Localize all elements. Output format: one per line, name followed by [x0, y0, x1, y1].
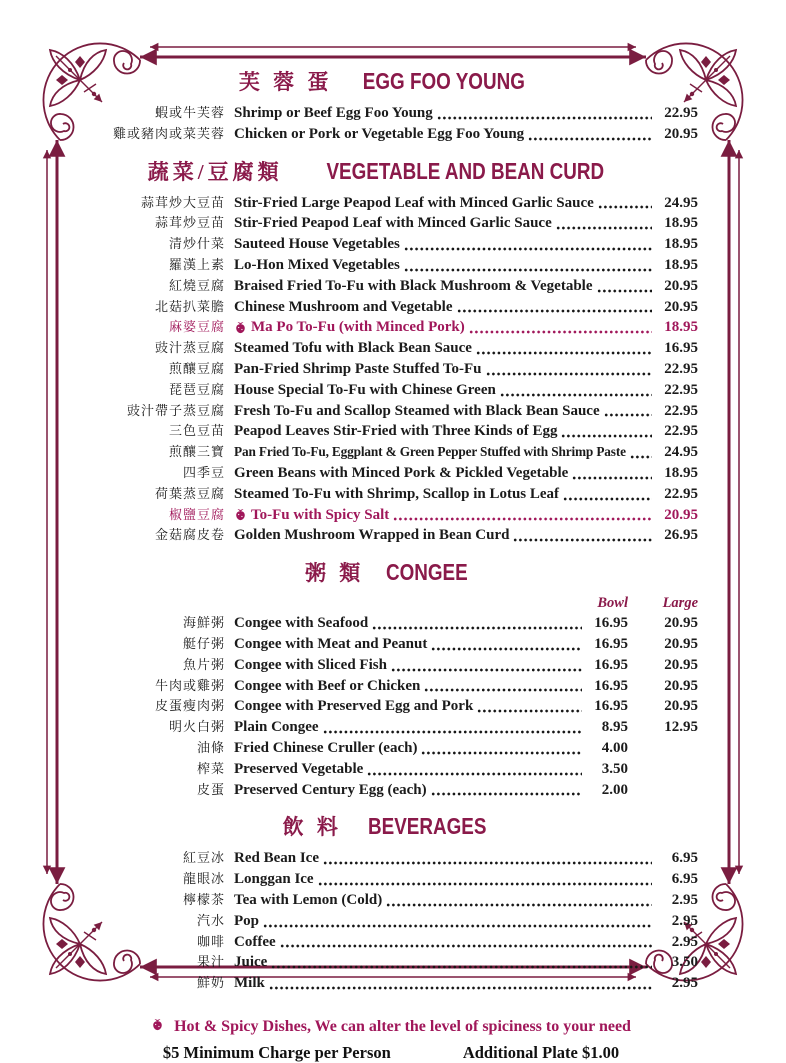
- dot-leader: [431, 646, 582, 652]
- menu-item-english-name: Congee with Meat and Peanut: [234, 635, 428, 652]
- section-items: [84, 848, 698, 994]
- menu-item-price-bowl: 16.95: [594, 677, 628, 694]
- dot-leader: [630, 454, 652, 460]
- menu-item-chinese-name: 龍眼冰: [182, 871, 225, 887]
- menu-item-price-bowl: 16.95: [594, 615, 628, 632]
- menu-item-chinese-name: 金菇腐皮卷: [154, 527, 225, 543]
- menu-item-price-large: 20.95: [664, 635, 698, 652]
- menu-item-row: [84, 297, 698, 318]
- menu-item-row: [84, 738, 698, 759]
- menu-item-chinese-name: 汽水: [196, 912, 225, 928]
- menu-item-chinese-name: 雞或豬肉或菜芙蓉: [112, 125, 225, 141]
- menu-item-row: [84, 973, 698, 994]
- menu-item-price-large: 12.95: [664, 719, 698, 736]
- menu-item-chinese-name: 蒜茸炒豆苗: [154, 215, 225, 231]
- menu-item-english-name: Preserved Century Egg (each): [234, 781, 427, 798]
- menu-item-english-name: Braised Fried To-Fu with Black Mushroom & Vegetable: [234, 277, 593, 294]
- menu-item-row: [84, 869, 698, 890]
- menu-item-english-name: Peapod Leaves Stir-Fried with Three Kinds of Egg: [234, 423, 558, 440]
- menu-item-price-bowl: 16.95: [594, 698, 628, 715]
- menu-item-row: [84, 359, 698, 380]
- dot-leader: [556, 225, 652, 231]
- minimum-charge-text: $5 Minimum Charge per Person: [162, 1042, 391, 1062]
- menu-item-chinese-name: 羅漢上素: [168, 256, 225, 272]
- section-title-chinese: 蔬菜/豆腐類: [147, 159, 283, 184]
- menu-item-chinese-name: 咖啡: [196, 933, 225, 949]
- menu-item-chinese-name: 海鮮粥: [182, 615, 225, 631]
- menu-item-price-large: 20.95: [664, 615, 698, 632]
- menu-item-english-name: Pan Fried To-Fu, Eggplant & Green Pepper Stuffed with Shrimp Paste: [234, 444, 626, 460]
- menu-item-row: [84, 505, 698, 526]
- menu-item-row: [84, 276, 698, 297]
- menu-item-price-large: 20.95: [664, 698, 698, 715]
- dot-leader: [424, 687, 582, 693]
- menu-item-price: 22.95: [664, 485, 698, 502]
- menu-item-chinese-name: 油條: [196, 739, 225, 755]
- menu-item-chinese-name: 牛肉或雞粥: [154, 677, 225, 693]
- menu-item-chinese-name: 果汁: [196, 954, 225, 970]
- menu-item-english-name: House Special To-Fu with Chinese Green: [234, 381, 496, 398]
- menu-item-english-name: Plain Congee: [234, 719, 319, 736]
- dot-leader: [486, 371, 652, 377]
- section-items: [84, 103, 698, 145]
- menu-item-price: 26.95: [664, 527, 698, 544]
- menu-item-price: 2.95: [671, 975, 698, 992]
- menu-item-price: 2.95: [671, 891, 698, 908]
- menu-item-row: [84, 421, 698, 442]
- menu-item-chinese-name: 琵琶豆腐: [168, 381, 225, 397]
- menu-item-price-large: 20.95: [664, 656, 698, 673]
- menu-item-row: [84, 696, 698, 717]
- menu-item-english-name: Milk: [234, 975, 265, 992]
- section-title: [84, 557, 698, 587]
- menu-item-price: 22.95: [664, 381, 698, 398]
- menu-item-row: [84, 317, 698, 338]
- menu-item-english-name: Preserved Vegetable: [234, 760, 364, 777]
- section-title-english: EGG FOO YOUNG: [363, 68, 526, 94]
- section-title-english: BEVERAGES: [367, 813, 487, 840]
- dot-leader: [563, 496, 652, 502]
- menu-item-price: 20.95: [664, 506, 698, 523]
- menu-item-price: 22.95: [664, 423, 698, 440]
- menu-item-row: [84, 525, 698, 546]
- menu-item-chinese-name: 椒鹽豆腐: [168, 506, 225, 522]
- section-beverages: [84, 811, 698, 994]
- dot-leader: [477, 708, 582, 714]
- menu-item-row: [84, 634, 698, 655]
- menu-item-chinese-name: 鮮奶: [196, 975, 225, 991]
- menu-item-chinese-name: 艇仔粥: [182, 635, 225, 651]
- menu-item-price: 2.95: [671, 933, 698, 950]
- dot-leader: [393, 516, 652, 522]
- dot-leader: [367, 771, 582, 777]
- section-title-english: CONGEE: [386, 559, 468, 586]
- dot-leader: [271, 964, 652, 970]
- menu-item-english-name: Congee with Preserved Egg and Pork: [234, 698, 474, 715]
- menu-item-price: 18.95: [664, 215, 698, 232]
- menu-item-price: 20.95: [664, 277, 698, 294]
- menu-item-price-bowl: 4.00: [601, 739, 628, 756]
- dot-leader: [528, 136, 652, 142]
- section-title: [84, 811, 698, 841]
- menu-item-price-large: 20.95: [664, 677, 698, 694]
- menu-item-english-name: Fresh To-Fu and Scallop Steamed with Black Bean Sauce: [234, 402, 600, 419]
- menu-item-row: [84, 655, 698, 676]
- hot-pepper-icon: [234, 508, 247, 521]
- menu-item-row: [84, 234, 698, 255]
- menu-item-english-name: Stir-Fried Peapod Leaf with Minced Garlic Sauce: [234, 215, 552, 232]
- menu-item-row: [84, 213, 698, 234]
- dot-leader: [597, 288, 653, 294]
- menu-item-price: 3.50: [671, 954, 698, 971]
- section-items: [84, 193, 698, 547]
- menu-item-price: 6.95: [671, 871, 698, 888]
- section-title-chinese: 飲 料: [282, 815, 342, 840]
- dot-leader: [404, 267, 652, 273]
- dot-leader: [386, 902, 652, 908]
- section-vegetable-bean-curd: [84, 156, 698, 547]
- additional-plate-text: Additional Plate $1.00: [462, 1042, 620, 1062]
- menu-item-row: [84, 676, 698, 697]
- menu-item-price: 24.95: [664, 444, 698, 461]
- menu-item-english-name: Red Bean Ice: [234, 850, 319, 867]
- menu-item-chinese-name: 紅燒豆腐: [168, 277, 225, 293]
- menu-item-row: [84, 103, 698, 124]
- menu-item-english-name: Congee with Beef or Chicken: [234, 677, 421, 694]
- menu-item-english-name: Pop: [234, 912, 260, 929]
- dot-leader: [263, 923, 652, 929]
- menu-item-chinese-name: 豉汁帶子蒸豆腐: [126, 402, 225, 418]
- menu-item-english-name: Green Beans with Minced Pork & Pickled Vegetable: [234, 464, 569, 481]
- menu-item-chinese-name: 豉汁蒸豆腐: [154, 340, 225, 356]
- menu-item-chinese-name: 皮蛋瘦肉粥: [154, 698, 225, 714]
- menu-item-price: 18.95: [664, 319, 698, 336]
- menu-item-price: 22.95: [664, 105, 698, 121]
- section-items: [84, 613, 698, 800]
- menu-item-chinese-name: 煎釀三寶: [168, 444, 225, 460]
- dot-leader: [431, 791, 582, 797]
- menu-item-chinese-name: 麻婆豆腐: [168, 319, 225, 335]
- menu-item-row: [84, 401, 698, 422]
- menu-item-price: 18.95: [664, 256, 698, 273]
- dot-leader: [469, 329, 652, 335]
- menu-item-price-bowl: 8.95: [601, 719, 628, 736]
- hot-pepper-icon: [234, 321, 247, 334]
- menu-item-row: [84, 380, 698, 401]
- menu-item-row: [84, 717, 698, 738]
- menu-item-chinese-name: 蝦或牛芙蓉: [154, 105, 225, 120]
- dot-leader: [391, 667, 582, 673]
- spicy-note-text: Hot & Spicy Dishes, We can alter the level of spiciness to your need: [174, 1017, 631, 1035]
- menu-item-english-name: Juice: [234, 954, 268, 971]
- menu-item-english-name: To-Fu with Spicy Salt: [251, 506, 390, 523]
- menu-item-english-name: Golden Mushroom Wrapped in Bean Curd: [234, 527, 510, 544]
- menu-item-price: 2.95: [671, 912, 698, 929]
- menu-item-chinese-name: 明火白粥: [168, 719, 225, 735]
- menu-item-price: 22.95: [664, 402, 698, 419]
- menu-item-english-name: Chicken or Pork or Vegetable Egg Foo Young: [234, 125, 525, 142]
- dot-leader: [604, 412, 652, 418]
- menu-item-row: [84, 255, 698, 276]
- menu-item-price: 16.95: [664, 340, 698, 357]
- spicy-note: [84, 1018, 698, 1036]
- menu-item-chinese-name: 荷葉蒸豆腐: [154, 485, 225, 501]
- charges-note: [84, 1043, 698, 1063]
- dot-leader: [318, 881, 652, 887]
- menu-item-english-name: Congee with Seafood: [234, 615, 369, 632]
- menu-item-row: [84, 442, 698, 463]
- menu-item-chinese-name: 皮蛋: [196, 781, 225, 797]
- menu-content: [84, 66, 698, 1063]
- menu-item-english-name: Fried Chinese Cruller (each): [234, 739, 418, 756]
- dot-leader: [421, 750, 582, 756]
- menu-item-price: 24.95: [664, 194, 698, 211]
- menu-item-row: [84, 613, 698, 634]
- dot-leader: [372, 625, 582, 631]
- column-header-large: Large: [662, 595, 698, 612]
- dot-leader: [561, 433, 652, 439]
- section-title: [84, 156, 698, 186]
- menu-item-price-bowl: 2.00: [601, 781, 628, 798]
- dot-leader: [500, 392, 652, 398]
- dot-leader: [437, 115, 652, 121]
- dot-leader: [280, 943, 652, 949]
- menu-item-english-name: Longgan Ice: [234, 871, 314, 888]
- menu-item-english-name: Steamed To-Fu with Shrimp, Scallop in Lotus Leaf: [234, 485, 560, 502]
- menu-item-row: [84, 911, 698, 932]
- menu-item-row: [84, 124, 698, 145]
- menu-item-row: [84, 932, 698, 953]
- section-title-chinese: 芙 蓉 蛋: [238, 70, 333, 94]
- menu-item-row: [84, 848, 698, 869]
- dot-leader: [513, 537, 652, 543]
- menu-item-row: [84, 759, 698, 780]
- section-congee: [84, 557, 698, 800]
- menu-item-chinese-name: 三色豆苗: [168, 423, 225, 439]
- column-header-bowl: Bowl: [597, 595, 628, 612]
- menu-item-chinese-name: 四季豆: [182, 464, 225, 480]
- menu-item-english-name: Pan-Fried Shrimp Paste Stuffed To-Fu: [234, 360, 482, 377]
- hot-pepper-icon-slot: [151, 1018, 168, 1036]
- dot-leader: [404, 246, 652, 252]
- menu-item-english-name: Chinese Mushroom and Vegetable: [234, 298, 453, 315]
- menu-item-row: [84, 193, 698, 214]
- menu-item-row: [84, 952, 698, 973]
- menu-item-chinese-name: 紅豆冰: [182, 850, 225, 866]
- menu-item-english-name: Sauteed House Vegetables: [234, 236, 400, 253]
- dot-leader: [572, 475, 652, 481]
- dot-leader: [269, 985, 652, 991]
- menu-item-price: 20.95: [664, 125, 698, 142]
- dot-leader: [323, 860, 652, 866]
- menu-item-chinese-name: 魚片粥: [182, 656, 225, 672]
- menu-item-chinese-name: 檸檬茶: [182, 891, 225, 907]
- menu-item-english-name: Ma Po To-Fu (with Minced Pork): [251, 319, 465, 336]
- dot-leader: [457, 308, 653, 314]
- dot-leader: [323, 729, 582, 735]
- menu-item-price: 20.95: [664, 298, 698, 315]
- menu-item-english-name: Stir-Fried Large Peapod Leaf with Minced Garlic Sauce: [234, 194, 594, 211]
- section-title-english: VEGETABLE AND BEAN CURD: [326, 157, 604, 184]
- menu-item-english-name: Tea with Lemon (Cold): [234, 891, 383, 908]
- menu-item-price-bowl: 16.95: [594, 635, 628, 652]
- menu-item-row: [84, 463, 698, 484]
- section-title-chinese: 粥 類: [305, 561, 365, 586]
- dot-leader: [476, 350, 652, 356]
- congee-size-columns: [84, 594, 698, 613]
- menu-item-price: 18.95: [664, 236, 698, 253]
- hot-pepper-icon: [151, 1018, 164, 1031]
- menu-item-price: 22.95: [664, 360, 698, 377]
- menu-item-chinese-name: 榨菜: [196, 760, 225, 776]
- menu-item-price: 6.95: [671, 850, 698, 867]
- menu-item-english-name: Congee with Sliced Fish: [234, 656, 387, 673]
- menu-item-chinese-name: 煎釀豆腐: [168, 360, 225, 376]
- menu-item-price: 18.95: [664, 464, 698, 481]
- dot-leader: [598, 204, 652, 210]
- section-title: [84, 66, 698, 96]
- menu-item-row: [84, 484, 698, 505]
- menu-item-price-bowl: 3.50: [601, 760, 628, 777]
- menu-item-chinese-name: 北菇扒菜膽: [154, 298, 225, 314]
- menu-item-english-name: Lo-Hon Mixed Vegetables: [234, 256, 400, 273]
- menu-item-row: [84, 890, 698, 911]
- menu-item-price-bowl: 16.95: [594, 656, 628, 673]
- menu-item-row: [84, 338, 698, 359]
- menu-item-english-name: Coffee: [234, 933, 276, 950]
- menu-item-row: [84, 780, 698, 801]
- menu-item-english-name: Shrimp or Beef Egg Foo Young: [234, 105, 433, 121]
- section-egg-foo-young: [84, 66, 698, 145]
- menu-item-chinese-name: 蒜茸炒大豆苗: [140, 194, 225, 210]
- menu-item-chinese-name: 清炒什菜: [168, 236, 225, 252]
- menu-item-english-name: Steamed Tofu with Black Bean Sauce: [234, 340, 472, 357]
